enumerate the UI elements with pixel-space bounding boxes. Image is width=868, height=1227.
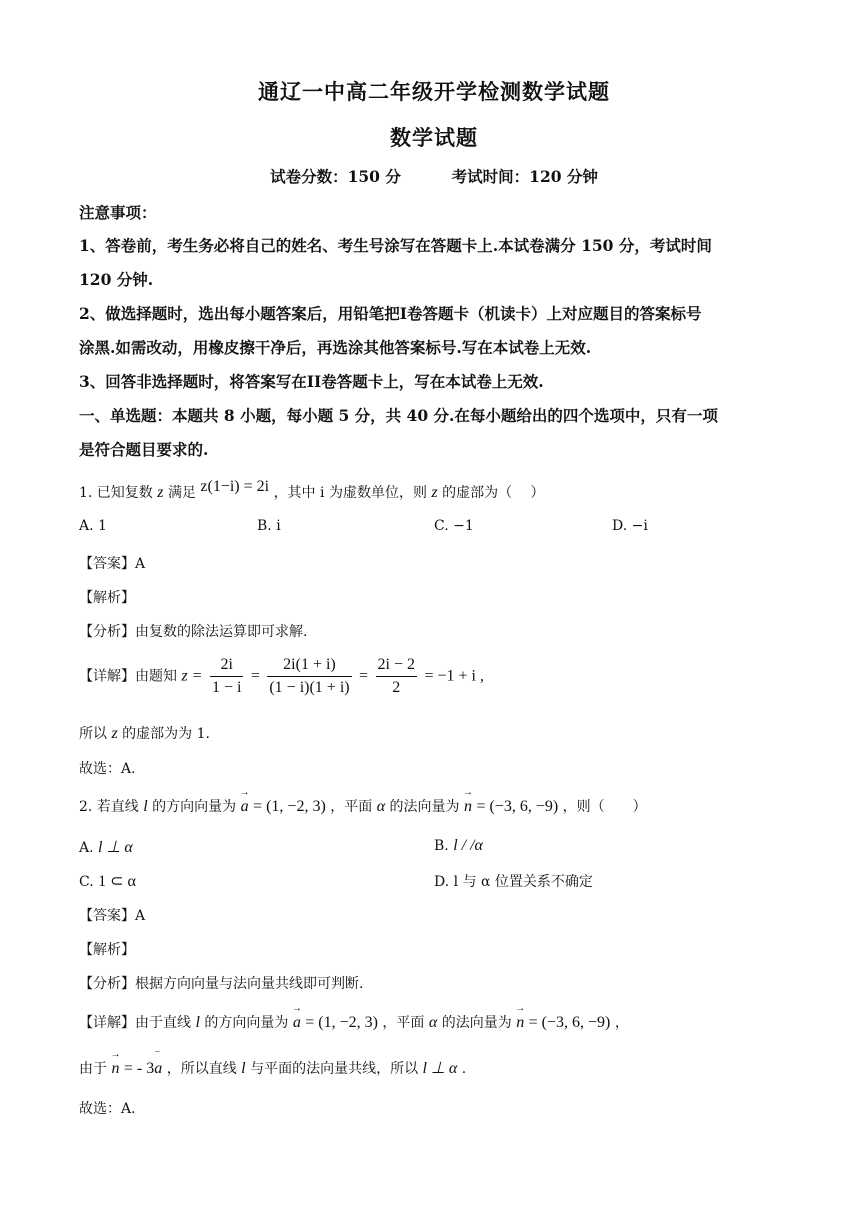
- fraction-3: $\frac{2i - 2}{2}$: [377, 656, 415, 696]
- q1-analysis-tag: 【解析】: [79, 590, 135, 606]
- q1-conclusion: 所以 z 的虚部为为 1.: [79, 725, 210, 742]
- q2-answer: 【答案】A: [79, 908, 146, 924]
- q2-solution: 【详解】由于直线 l 的方向向量为 → a = (1, −2, 3) ，平面 α 的法向量为 → n = (−3, 6, −9) ，: [79, 1012, 799, 1032]
- note-2-line-1: 2、做选择题时，选出每小题答案后，用铅笔把I卷答题卡（机读卡）上对应题目的答案标号: [79, 304, 702, 323]
- note-3: 3、回答非选择题时，将答案写在II卷答题卡上，写在本试卷上无效.: [79, 372, 544, 391]
- q1-option-b: B. i: [257, 518, 281, 534]
- exam-title: 通辽一中高二年级开学检测数学试题: [258, 79, 610, 104]
- score-info: 试卷分数：150 分: [270, 167, 401, 186]
- q1-answer: 【答案】A: [79, 556, 146, 572]
- fraction-1: $\frac{2i}{1 - i}$: [211, 656, 242, 696]
- section-heading-line-2: 是符合题目要求的.: [79, 440, 209, 459]
- q2-fenxi: 【分析】根据方向向量与法向量共线即可判断.: [79, 976, 364, 992]
- q1-option-a: A. 1: [79, 518, 107, 534]
- vector-n: → n: [464, 798, 472, 816]
- q1-option-c: C. −1: [434, 518, 474, 534]
- q1-fenxi: 【分析】由复数的除法运算即可求解.: [79, 624, 308, 640]
- fraction-2: $\frac{2i(1 + i)}{(1 - i)(1 + i)}$: [269, 656, 350, 696]
- note-1-line-2: 120 分钟.: [79, 270, 154, 289]
- note-2-line-2: 涂黑.如需改动，用橡皮擦干净后，再选涂其他答案标号.写在本试卷上无效.: [79, 338, 592, 357]
- q2-option-b: B. l / /α: [434, 837, 483, 854]
- q2-option-c: C. 1 ⊂ α: [79, 873, 136, 890]
- exam-subtitle: 数学试题: [390, 125, 478, 150]
- q1-choose: 故选：A.: [79, 761, 136, 777]
- q2-analysis-tag: 【解析】: [79, 942, 135, 958]
- q2-choose: 故选：A.: [79, 1101, 136, 1117]
- note-1-line-1: 1、答卷前，考生务必将自己的姓名、考生号涂写在答题卡上.本试卷满分 150 分，考试时间: [79, 236, 712, 255]
- section-heading-line-1: 一、单选题：本题共 8 小题，每小题 5 分，共 40 分.在每小题给出的四个选项中，只有一项: [79, 406, 718, 425]
- q1-option-d: D. −i: [612, 518, 648, 534]
- q1-equation: z(1−i) = 2i: [200, 478, 270, 495]
- q2-stem: 2. 若直线 l 的方向向量为 → a = (1, −2, 3) ，平面 α 的法向量为 → n = (−3, 6, −9) ，则（ ）: [79, 796, 799, 816]
- q1-solution: 【详解】由题知 z = $\frac{2i}{1 - i}$ = $\frac{2i(1 + i)}{(1 - i)(1 + i)}$ = $\frac{2i - 2}{2}$ = −1 + i ,: [79, 656, 484, 696]
- exam-meta: [0, 165, 868, 187]
- q2-option-a: A. l ⊥ α: [79, 839, 133, 856]
- vector-a: → a: [241, 798, 249, 816]
- notes-heading: 注意事项：: [79, 203, 157, 222]
- q2-collinear: 由于 → n = - 3‾ a ，所以直线 l 与平面的法向量共线，所以 l ⊥ α .: [79, 1058, 799, 1078]
- q2-option-d: D. l 与 α 位置关系不确定: [434, 874, 593, 890]
- time-info: 考试时间：120 分钟: [451, 167, 598, 186]
- q1-stem: 1. 已知复数 z 满足 z(1−i) = 2i ，其中 i 为虚数单位，则 z 的虚部为（ ）: [79, 478, 545, 501]
